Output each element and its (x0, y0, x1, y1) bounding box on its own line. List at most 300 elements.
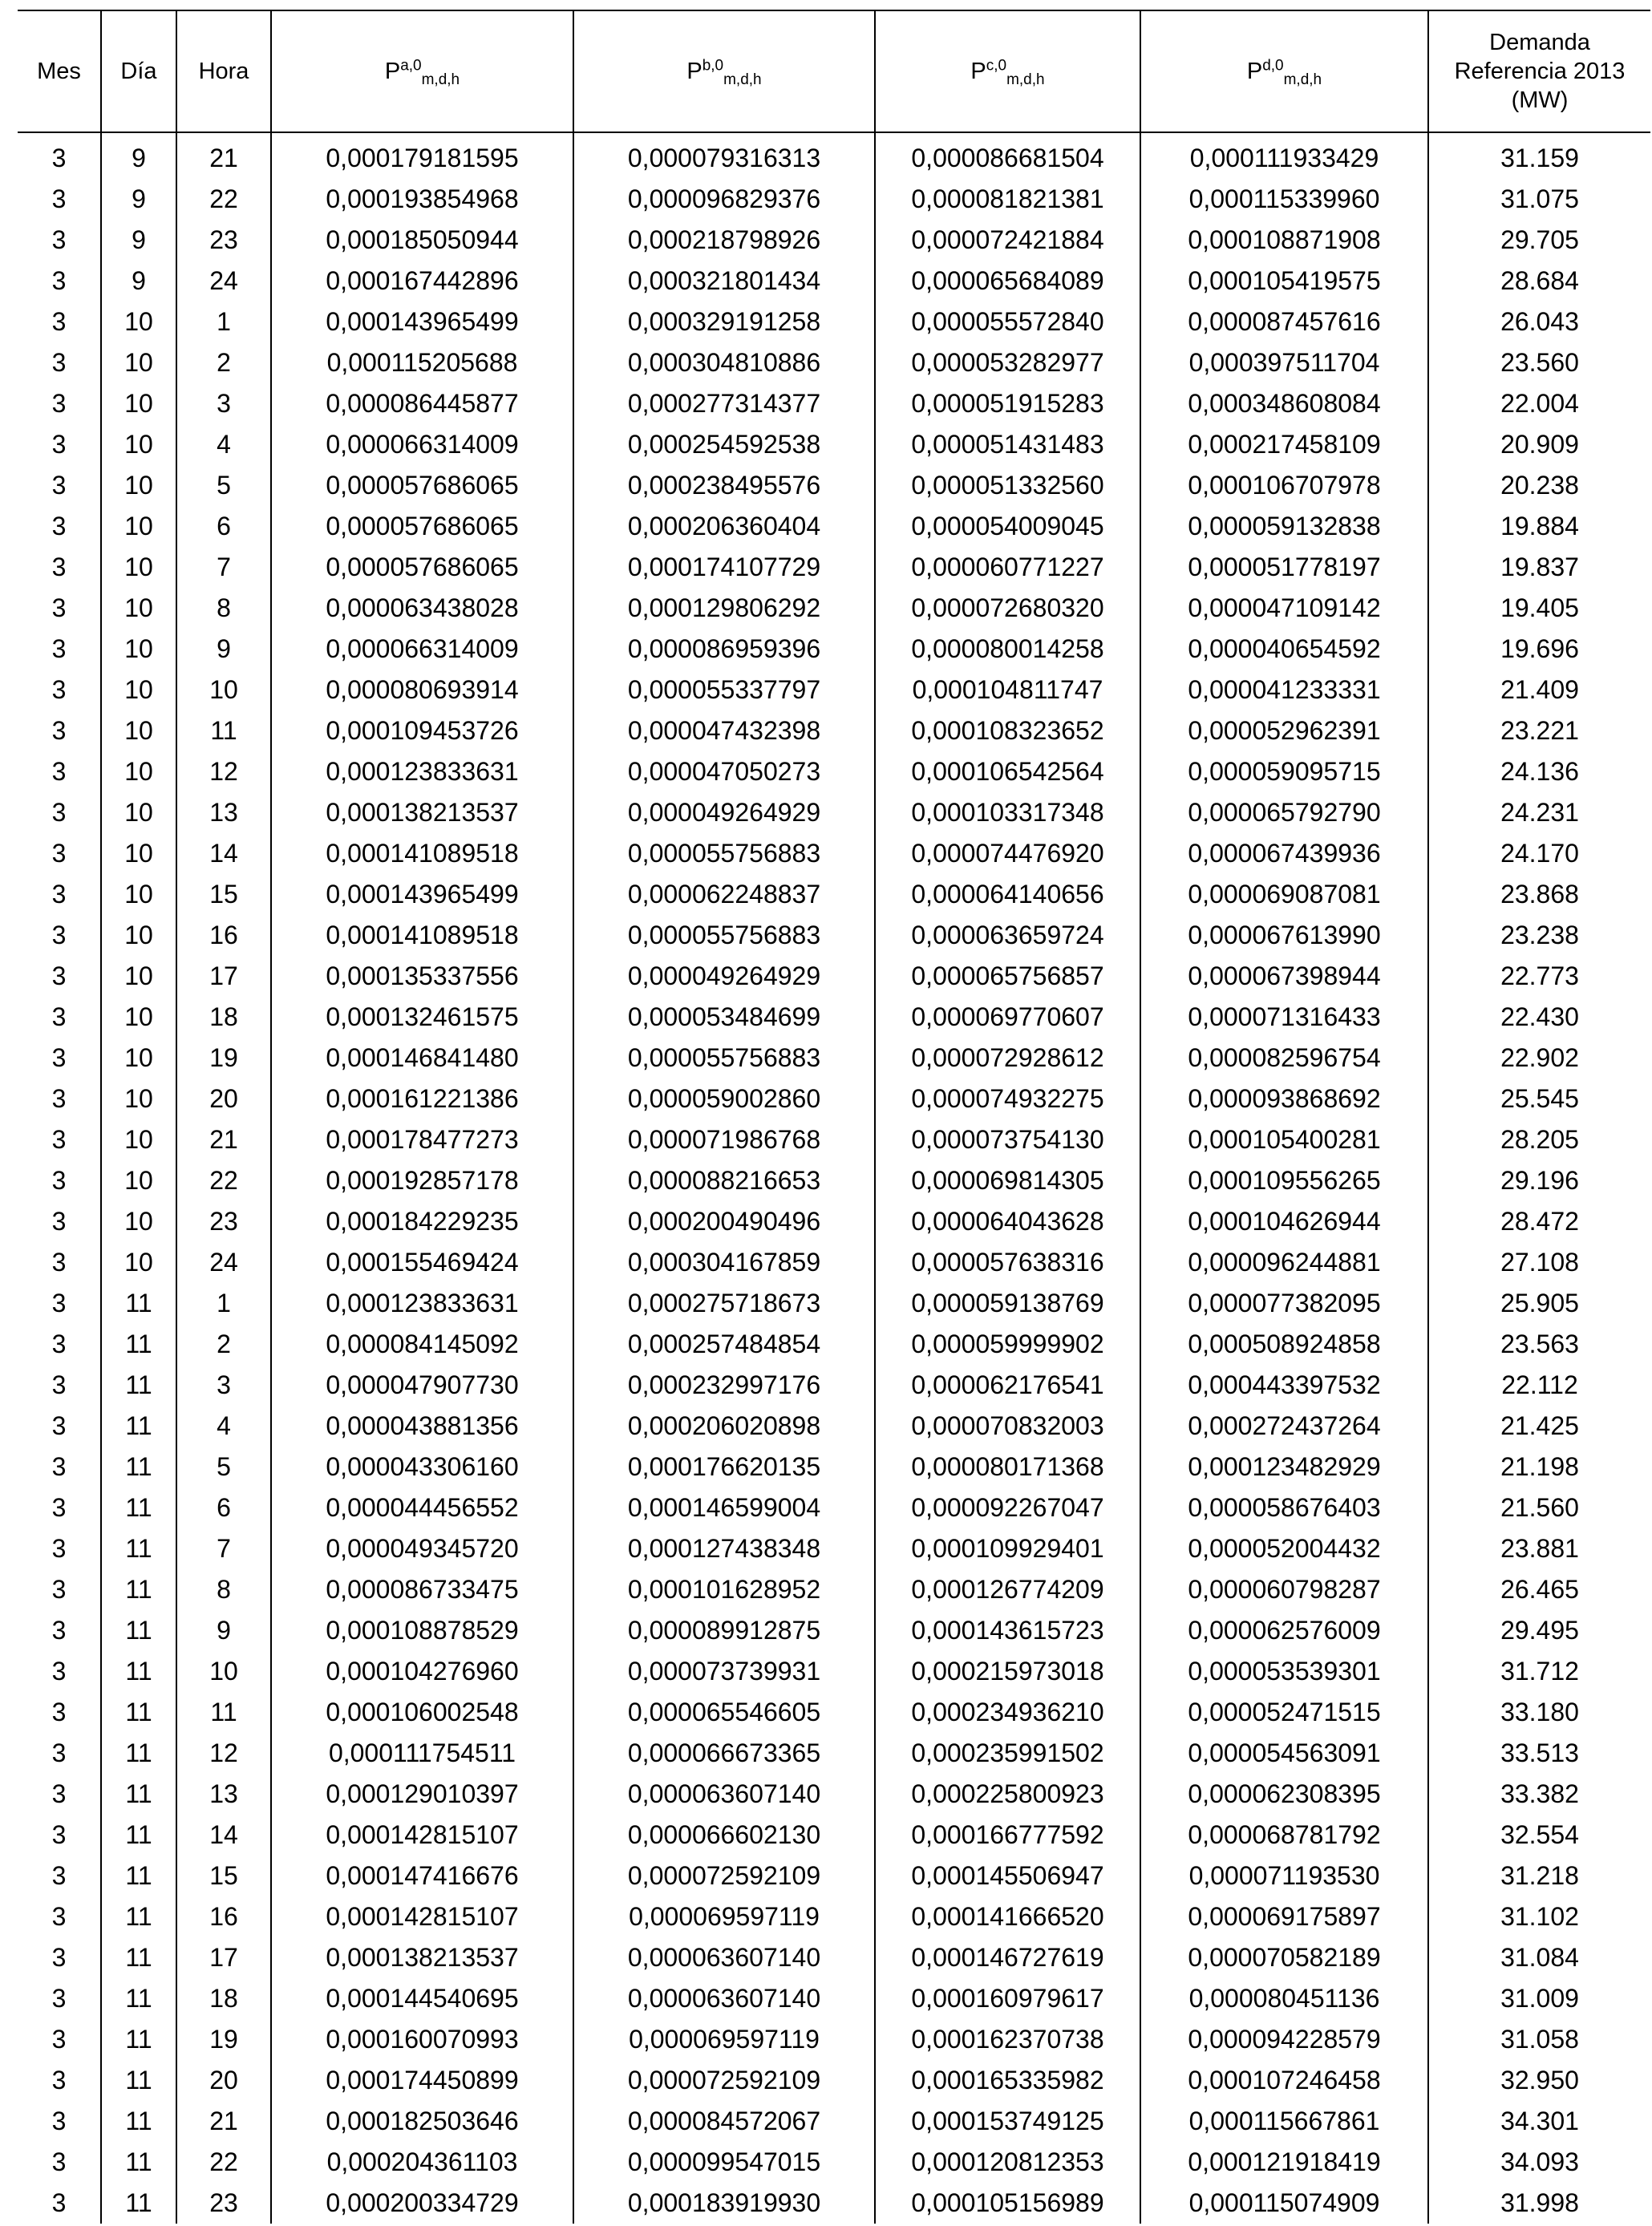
cell-hora: 18 (176, 1978, 271, 2019)
cell-dia: 10 (101, 833, 176, 874)
cell-p-a: 0,000143965499 (271, 874, 573, 915)
cell-hora: 6 (176, 1487, 271, 1528)
cell-p-d: 0,000111933429 (1140, 132, 1428, 179)
cell-p-b: 0,000047432398 (573, 710, 875, 751)
cell-mes: 3 (51, 144, 67, 172)
cell-mes: 3 (51, 389, 67, 418)
cell-hora: 11 (176, 710, 271, 751)
cell-p-a: 0,000184229235 (271, 1201, 573, 1242)
cell-p-d: 0,000272437264 (1140, 1406, 1428, 1447)
cell-demanda: 34.301 (1428, 2101, 1650, 2142)
cell-mes: 3 (51, 1248, 67, 1277)
cell-hora: 23 (176, 220, 271, 261)
cell-p-c: 0,000153749125 (875, 2101, 1140, 2142)
cell-dia: 10 (101, 1160, 176, 1201)
cell-mes: 3 (51, 1575, 67, 1604)
cell-mes: 3 (51, 2107, 67, 2135)
table-row (18, 915, 1650, 956)
header-dia: Día (101, 10, 176, 132)
cell-demanda: 29.495 (1428, 1610, 1650, 1651)
table-row (18, 465, 1650, 506)
cell-p-c: 0,000166777592 (875, 1815, 1140, 1856)
cell-mes: 3 (51, 880, 67, 909)
cell-p-d: 0,000397511704 (1140, 342, 1428, 383)
table-row (18, 342, 1650, 383)
cell-hora: 13 (176, 792, 271, 833)
table-row (18, 2183, 1650, 2224)
cell-demanda: 22.112 (1428, 1365, 1650, 1406)
cell-p-b: 0,000059002860 (573, 1079, 875, 1119)
cell-p-b: 0,000206360404 (573, 506, 875, 547)
cell-dia: 11 (101, 1651, 176, 1692)
cell-p-b: 0,000101628952 (573, 1569, 875, 1610)
table-row (18, 547, 1650, 588)
cell-p-a: 0,000138213537 (271, 792, 573, 833)
table-row (18, 1242, 1650, 1283)
cell-dia: 11 (101, 1978, 176, 2019)
cell-p-c: 0,000074932275 (875, 1079, 1140, 1119)
cell-p-d: 0,000040654592 (1140, 629, 1428, 670)
cell-dia: 10 (101, 1038, 176, 1079)
cell-hora: 16 (176, 915, 271, 956)
cell-p-d: 0,000071316433 (1140, 997, 1428, 1038)
cell-p-a: 0,000106002548 (271, 1692, 573, 1733)
cell-demanda: 28.472 (1428, 1201, 1650, 1242)
cell-mes: 3 (51, 634, 67, 663)
cell-p-a: 0,000146841480 (271, 1038, 573, 1079)
table-row (18, 792, 1650, 833)
cell-dia: 10 (101, 874, 176, 915)
table-row (18, 1406, 1650, 1447)
cell-mes: 3 (51, 1902, 67, 1931)
cell-mes: 3 (51, 2147, 67, 2176)
cell-p-a: 0,000104276960 (271, 1651, 573, 1692)
cell-p-c: 0,000060771227 (875, 547, 1140, 588)
cell-p-b: 0,000088216653 (573, 1160, 875, 1201)
table-row (18, 997, 1650, 1038)
cell-hora: 5 (176, 465, 271, 506)
cell-mes: 3 (51, 1411, 67, 1440)
cell-demanda: 19.696 (1428, 629, 1650, 670)
cell-p-b: 0,000086959396 (573, 629, 875, 670)
cell-p-a: 0,000066314009 (271, 424, 573, 465)
header-mes: Mes (18, 10, 101, 132)
cell-demanda: 31.075 (1428, 179, 1650, 220)
cell-dia: 10 (101, 1119, 176, 1160)
cell-mes: 3 (51, 1534, 67, 1563)
cell-p-c: 0,000141666520 (875, 1896, 1140, 1937)
cell-p-c: 0,000106542564 (875, 751, 1140, 792)
cell-hora: 1 (176, 1283, 271, 1324)
table-row (18, 1119, 1650, 1160)
cell-p-b: 0,000066602130 (573, 1815, 875, 1856)
cell-demanda: 22.430 (1428, 997, 1650, 1038)
cell-dia: 10 (101, 383, 176, 424)
cell-p-d: 0,000067439936 (1140, 833, 1428, 874)
cell-p-b: 0,000047050273 (573, 751, 875, 792)
cell-mes: 3 (51, 1984, 67, 2013)
cell-p-a: 0,000161221386 (271, 1079, 573, 1119)
cell-p-b: 0,000049264929 (573, 956, 875, 997)
cell-p-b: 0,000063607140 (573, 1978, 875, 2019)
cell-mes: 3 (51, 307, 67, 336)
table-row (18, 1079, 1650, 1119)
table-row (18, 1487, 1650, 1528)
cell-p-a: 0,000182503646 (271, 2101, 573, 2142)
header-p-b-sup: b,0 (702, 57, 724, 75)
cell-p-d: 0,000065792790 (1140, 792, 1428, 833)
table-row (18, 1815, 1650, 1856)
cell-p-d: 0,000108871908 (1140, 220, 1428, 261)
table-row (18, 874, 1650, 915)
cell-dia: 9 (101, 132, 176, 179)
cell-p-d: 0,000104626944 (1140, 1201, 1428, 1242)
cell-p-b: 0,000206020898 (573, 1406, 875, 1447)
cell-hora: 10 (176, 1651, 271, 1692)
cell-mes: 3 (51, 961, 67, 990)
cell-hora: 13 (176, 1774, 271, 1815)
cell-p-c: 0,000162370738 (875, 2019, 1140, 2060)
cell-p-d: 0,000105419575 (1140, 261, 1428, 302)
cell-p-b: 0,000129806292 (573, 588, 875, 629)
table-row (18, 751, 1650, 792)
cell-hora: 12 (176, 1733, 271, 1774)
cell-p-a: 0,000057686065 (271, 506, 573, 547)
header-p-c (875, 10, 1140, 132)
cell-p-c: 0,000072421884 (875, 220, 1140, 261)
cell-hora: 8 (176, 588, 271, 629)
cell-dia: 10 (101, 1201, 176, 1242)
cell-demanda: 28.684 (1428, 261, 1650, 302)
cell-demanda: 23.221 (1428, 710, 1650, 751)
cell-p-a: 0,000066314009 (271, 629, 573, 670)
cell-dia: 10 (101, 1242, 176, 1283)
cell-p-c: 0,000057638316 (875, 1242, 1140, 1283)
cell-p-d: 0,000109556265 (1140, 1160, 1428, 1201)
cell-dia: 10 (101, 997, 176, 1038)
cell-p-d: 0,000087457616 (1140, 302, 1428, 342)
cell-p-d: 0,000062308395 (1140, 1774, 1428, 1815)
cell-p-d: 0,000348608084 (1140, 383, 1428, 424)
cell-demanda: 23.881 (1428, 1528, 1650, 1569)
cell-hora: 3 (176, 1365, 271, 1406)
cell-hora: 22 (176, 1160, 271, 1201)
header-p-b-sub: m,d,h (723, 71, 762, 88)
cell-dia: 11 (101, 1406, 176, 1447)
cell-p-d: 0,000106707978 (1140, 465, 1428, 506)
cell-p-a: 0,000174450899 (271, 2060, 573, 2101)
cell-p-b: 0,000069597119 (573, 1896, 875, 1937)
cell-demanda: 31.998 (1428, 2183, 1650, 2224)
table-row (18, 1856, 1650, 1896)
table-row (18, 302, 1650, 342)
cell-mes: 3 (51, 184, 67, 213)
cell-p-d: 0,000052004432 (1140, 1528, 1428, 1569)
cell-demanda: 26.043 (1428, 302, 1650, 342)
cell-dia: 11 (101, 1937, 176, 1978)
header-row (18, 10, 1650, 132)
cell-hora: 12 (176, 751, 271, 792)
cell-p-d: 0,000060798287 (1140, 1569, 1428, 1610)
cell-dia: 11 (101, 1774, 176, 1815)
cell-p-a: 0,000132461575 (271, 997, 573, 1038)
cell-p-d: 0,000093868692 (1140, 1079, 1428, 1119)
cell-p-b: 0,000066673365 (573, 1733, 875, 1774)
cell-demanda: 33.180 (1428, 1692, 1650, 1733)
cell-p-c: 0,000053282977 (875, 342, 1140, 383)
cell-hora: 9 (176, 629, 271, 670)
cell-demanda: 34.093 (1428, 2142, 1650, 2183)
cell-dia: 10 (101, 710, 176, 751)
cell-p-b: 0,000096829376 (573, 179, 875, 220)
cell-p-d: 0,000067398944 (1140, 956, 1428, 997)
cell-p-b: 0,000099547015 (573, 2142, 875, 2183)
cell-hora: 20 (176, 1079, 271, 1119)
cell-p-c: 0,000074476920 (875, 833, 1140, 874)
cell-mes: 3 (51, 225, 67, 254)
cell-dia: 10 (101, 342, 176, 383)
header-p-b (573, 10, 875, 132)
cell-hora: 19 (176, 1038, 271, 1079)
table-row (18, 506, 1650, 547)
cell-hora: 6 (176, 506, 271, 547)
cell-hora: 2 (176, 1324, 271, 1365)
cell-hora: 10 (176, 670, 271, 710)
cell-p-a: 0,000086733475 (271, 1569, 573, 1610)
cell-hora: 4 (176, 1406, 271, 1447)
cell-p-b: 0,000329191258 (573, 302, 875, 342)
cell-hora: 24 (176, 261, 271, 302)
header-p-c-base: P (970, 59, 986, 84)
cell-p-b: 0,000146599004 (573, 1487, 875, 1528)
table-row (18, 588, 1650, 629)
cell-demanda: 22.902 (1428, 1038, 1650, 1079)
cell-p-c: 0,000105156989 (875, 2183, 1140, 2224)
header-p-a-sub: m,d,h (421, 71, 460, 88)
cell-p-d: 0,000059132838 (1140, 506, 1428, 547)
cell-p-d: 0,000062576009 (1140, 1610, 1428, 1651)
table-row (18, 1569, 1650, 1610)
cell-p-d: 0,000069175897 (1140, 1896, 1428, 1937)
document-page (18, 10, 1650, 2224)
cell-p-b: 0,000055756883 (573, 1038, 875, 1079)
cell-mes: 3 (51, 266, 67, 295)
cell-p-c: 0,000070832003 (875, 1406, 1140, 1447)
cell-dia: 10 (101, 629, 176, 670)
cell-p-d: 0,000115339960 (1140, 179, 1428, 220)
cell-p-a: 0,000080693914 (271, 670, 573, 710)
cell-demanda: 31.084 (1428, 1937, 1650, 1978)
table-row (18, 1038, 1650, 1079)
table-header (18, 10, 1650, 132)
cell-hora: 22 (176, 179, 271, 220)
cell-hora: 23 (176, 2183, 271, 2224)
cell-demanda: 19.884 (1428, 506, 1650, 547)
cell-p-a: 0,000108878529 (271, 1610, 573, 1651)
cell-p-a: 0,000109453726 (271, 710, 573, 751)
cell-p-a: 0,000143965499 (271, 302, 573, 342)
cell-p-a: 0,000057686065 (271, 547, 573, 588)
cell-dia: 9 (101, 220, 176, 261)
cell-dia: 11 (101, 1447, 176, 1487)
cell-demanda: 31.218 (1428, 1856, 1650, 1896)
cell-p-d: 0,000115074909 (1140, 2183, 1428, 2224)
cell-p-b: 0,000049264929 (573, 792, 875, 833)
cell-demanda: 23.560 (1428, 342, 1650, 383)
table-row (18, 220, 1650, 261)
header-demanda-line-1: Demanda (1489, 30, 1590, 55)
cell-dia: 10 (101, 424, 176, 465)
cell-demanda: 31.009 (1428, 1978, 1650, 2019)
cell-mes: 3 (51, 1370, 67, 1399)
cell-mes: 3 (51, 757, 67, 786)
cell-p-a: 0,000049345720 (271, 1528, 573, 1569)
cell-p-a: 0,000193854968 (271, 179, 573, 220)
cell-p-c: 0,000108323652 (875, 710, 1140, 751)
cell-demanda: 27.108 (1428, 1242, 1650, 1283)
cell-p-a: 0,000141089518 (271, 833, 573, 874)
cell-p-a: 0,000043306160 (271, 1447, 573, 1487)
cell-mes: 3 (51, 1861, 67, 1890)
cell-mes: 3 (51, 1493, 67, 1522)
table-row (18, 629, 1650, 670)
table-row (18, 132, 1650, 179)
cell-demanda: 31.712 (1428, 1651, 1650, 1692)
cell-mes: 3 (51, 1452, 67, 1481)
header-p-d (1140, 10, 1428, 132)
cell-p-a: 0,000129010397 (271, 1774, 573, 1815)
cell-p-c: 0,000072928612 (875, 1038, 1140, 1079)
cell-p-b: 0,000304810886 (573, 342, 875, 383)
cell-p-d: 0,000121918419 (1140, 2142, 1428, 2183)
cell-demanda: 29.705 (1428, 220, 1650, 261)
cell-dia: 11 (101, 1733, 176, 1774)
table-row (18, 833, 1650, 874)
cell-p-a: 0,000200334729 (271, 2183, 573, 2224)
table-row (18, 1610, 1650, 1651)
cell-p-b: 0,000218798926 (573, 220, 875, 261)
cell-p-d: 0,000107246458 (1140, 2060, 1428, 2101)
cell-mes: 3 (51, 1779, 67, 1808)
cell-p-b: 0,000176620135 (573, 1447, 875, 1487)
table-row (18, 710, 1650, 751)
cell-p-b: 0,000257484854 (573, 1324, 875, 1365)
cell-mes: 3 (51, 1698, 67, 1726)
cell-p-c: 0,000145506947 (875, 1856, 1140, 1896)
cell-p-a: 0,000057686065 (271, 465, 573, 506)
cell-mes: 3 (51, 1166, 67, 1195)
cell-hora: 4 (176, 424, 271, 465)
cell-dia: 9 (101, 179, 176, 220)
table-row (18, 1774, 1650, 1815)
cell-p-a: 0,000138213537 (271, 1937, 573, 1978)
cell-p-a: 0,000185050944 (271, 220, 573, 261)
cell-demanda: 25.545 (1428, 1079, 1650, 1119)
table-row (18, 261, 1650, 302)
header-demanda-line-2: Referencia 2013 (1454, 59, 1626, 84)
table-row (18, 179, 1650, 220)
cell-p-b: 0,000174107729 (573, 547, 875, 588)
table-row (18, 1201, 1650, 1242)
cell-mes: 3 (51, 1043, 67, 1072)
cell-p-c: 0,000103317348 (875, 792, 1140, 833)
cell-p-a: 0,000144540695 (271, 1978, 573, 2019)
header-hora: Hora (176, 10, 271, 132)
cell-mes: 3 (51, 1002, 67, 1031)
cell-p-b: 0,000232997176 (573, 1365, 875, 1406)
cell-demanda: 21.425 (1428, 1406, 1650, 1447)
cell-dia: 11 (101, 2142, 176, 2183)
cell-p-c: 0,000072680320 (875, 588, 1140, 629)
cell-p-b: 0,000200490496 (573, 1201, 875, 1242)
cell-hora: 18 (176, 997, 271, 1038)
cell-hora: 7 (176, 1528, 271, 1569)
cell-p-c: 0,000143615723 (875, 1610, 1140, 1651)
cell-p-a: 0,000044456552 (271, 1487, 573, 1528)
cell-p-c: 0,000051332560 (875, 465, 1140, 506)
cell-p-c: 0,000059999902 (875, 1324, 1140, 1365)
cell-p-d: 0,000047109142 (1140, 588, 1428, 629)
cell-demanda: 21.198 (1428, 1447, 1650, 1487)
cell-p-c: 0,000065684089 (875, 261, 1140, 302)
cell-p-b: 0,000069597119 (573, 2019, 875, 2060)
header-p-b-base: P (686, 59, 703, 84)
cell-hora: 5 (176, 1447, 271, 1487)
cell-p-a: 0,000063438028 (271, 588, 573, 629)
cell-dia: 11 (101, 1896, 176, 1937)
cell-p-d: 0,000070582189 (1140, 1937, 1428, 1978)
cell-demanda: 23.868 (1428, 874, 1650, 915)
cell-mes: 3 (51, 1657, 67, 1686)
cell-hora: 16 (176, 1896, 271, 1937)
cell-p-a: 0,000160070993 (271, 2019, 573, 2060)
cell-p-a: 0,000167442896 (271, 261, 573, 302)
cell-p-a: 0,000155469424 (271, 1242, 573, 1283)
cell-p-c: 0,000080014258 (875, 629, 1140, 670)
cell-p-a: 0,000123833631 (271, 751, 573, 792)
cell-mes: 3 (51, 430, 67, 459)
cell-mes: 3 (51, 675, 67, 704)
cell-demanda: 23.238 (1428, 915, 1650, 956)
table-row (18, 1978, 1650, 2019)
cell-p-c: 0,000054009045 (875, 506, 1140, 547)
cell-p-a: 0,000142815107 (271, 1815, 573, 1856)
cell-p-d: 0,000123482929 (1140, 1447, 1428, 1487)
cell-dia: 11 (101, 1856, 176, 1896)
cell-dia: 11 (101, 2101, 176, 2142)
cell-p-b: 0,000183919930 (573, 2183, 875, 2224)
cell-p-c: 0,000120812353 (875, 2142, 1140, 2183)
cell-hora: 22 (176, 2142, 271, 2183)
header-p-c-sub: m,d,h (1006, 71, 1045, 88)
cell-p-b: 0,000079316313 (573, 132, 875, 179)
cell-p-c: 0,000065756857 (875, 956, 1140, 997)
cell-p-c: 0,000059138769 (875, 1283, 1140, 1324)
cell-p-c: 0,000055572840 (875, 302, 1140, 342)
cell-mes: 3 (51, 471, 67, 500)
cell-demanda: 32.950 (1428, 2060, 1650, 2101)
cell-p-d: 0,000052962391 (1140, 710, 1428, 751)
cell-p-b: 0,000053484699 (573, 997, 875, 1038)
cell-p-d: 0,000105400281 (1140, 1119, 1428, 1160)
cell-demanda: 21.409 (1428, 670, 1650, 710)
cell-p-d: 0,000096244881 (1140, 1242, 1428, 1283)
cell-p-b: 0,000127438348 (573, 1528, 875, 1569)
cell-p-b: 0,000063607140 (573, 1774, 875, 1815)
cell-dia: 10 (101, 302, 176, 342)
cell-demanda: 22.004 (1428, 383, 1650, 424)
cell-dia: 11 (101, 1569, 176, 1610)
